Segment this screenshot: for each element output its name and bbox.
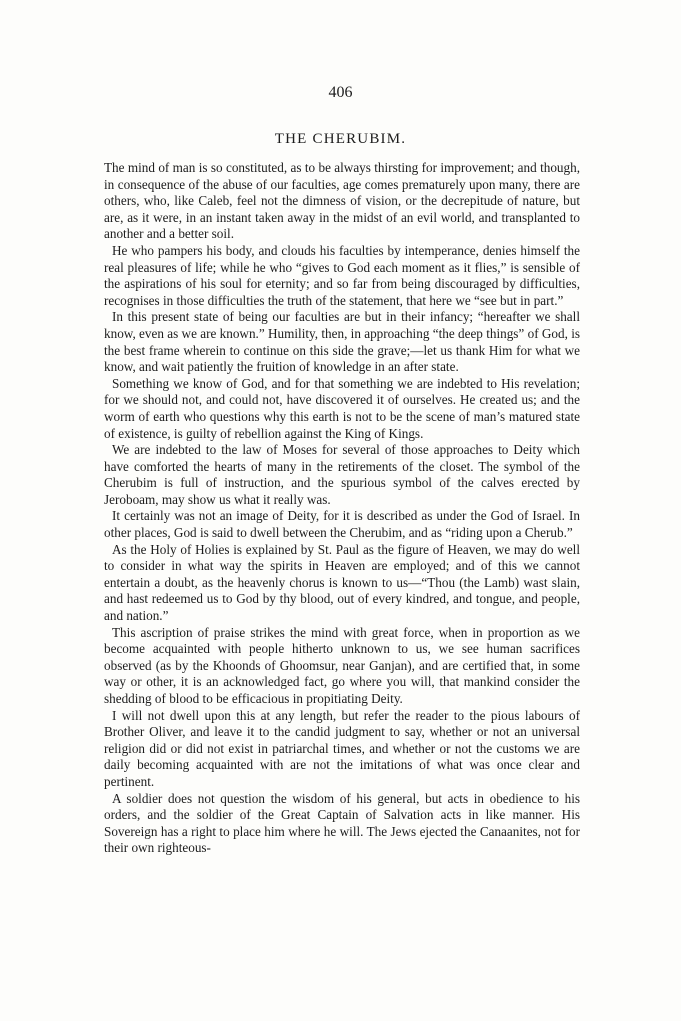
paragraph-2: He who pampers his body, and clouds his faculties by intemperance, denies himself the real pleasures of life; while he who “gives to God each moment as it flies,” is sensible of the aspirations of his soul for eternity; and so far from being discouraged by difficulties, recognises in those difficulties the truth of the statement, that here we “see but in part.” [104, 242, 580, 308]
paragraph-1: The mind of man is so constituted, as to be always thirsting for improvement; and though, in consequence of the abuse of our faculties, age comes prematurely upon many, there are others, who, like Caleb, feel not the dimness of vision, or the decrepitude of nature, but are, as it were, in an instant taken away in the midst of an evil world, and transplanted to another and a better soil. [104, 160, 580, 242]
paragraph-10: A soldier does not question the wisdom of his general, but acts in obedience to his orders, and the soldier of the Great Captain of Salvation acts in like manner. His Sovereign has a right to place him where he will. The Jews ejected the Canaanites, not for their own righteous- [104, 790, 580, 856]
paragraph-8: This ascription of praise strikes the mind with great force, when in proportion as we become acquainted with people hitherto unknown to us, we see human sacrifices observed (as by the Khoonds of Ghoomsur, near Ganjan), and are certified that, in some way or other, it is an acknowledged fact, go where you will, that mankind consider the shedding of blood to be efficacious in propitiating Deity. [104, 624, 580, 706]
page-number: 406 [328, 84, 353, 101]
paragraph-7: As the Holy of Holies is explained by St. Paul as the figure of Heaven, we may do well to consider in what way the spirits in Heaven are employed; and of this we cannot entertain a doubt, as the heavenly chorus is known to us—“Thou (the Lamb) wast slain, and hast redeemed us to God by thy blood, out of every kindred, and tongue, and people, and nation.” [104, 541, 580, 624]
paragraph-4: Something we know of God, and for that something we are indebted to His revelation; for we should not, and could not, have discovered it of ourselves. He created us; and the worm of earth who questions why this earth is not to be the scene of man’s matured state of existence, is guilty of rebellion against the King of Kings. [104, 375, 580, 441]
paragraph-9: I will not dwell upon this at any length, but refer the reader to the pious labours of Brother Oliver, and leave it to the candid judgment to say, whether or not an universal religion did or did not exist in patriarchal times, and whether or not the customs we are daily becoming acquainted with are not the imitations of what was once clear and pertinent. [104, 707, 580, 789]
paragraph-3: In this present state of being our faculties are but in their infancy; “hereafter we shall know, even as we are known.” Humility, then, in approaching “the deep things” of God, is the best frame wherein to continue on this side the grave;—let us thank Him for what we know, and wait patiently the fruition of knowledge in an after state. [104, 309, 580, 375]
article-body [104, 160, 580, 857]
paragraph-6: It certainly was not an image of Deity, for it is described as under the God of Israel. In other places, God is said to dwell between the Cherubim, and as “riding upon a Cherub.” [104, 508, 580, 541]
paragraph-5: We are indebted to the law of Moses for several of those approaches to Deity which have comforted the hearts of many in the retirements of the closet. The symbol of the Cherubim is full of instruction, and the spurious symbol of the calves erected by Jeroboam, may show us what it really was. [104, 442, 580, 507]
article-title: THE CHERUBIM. [274, 131, 407, 147]
